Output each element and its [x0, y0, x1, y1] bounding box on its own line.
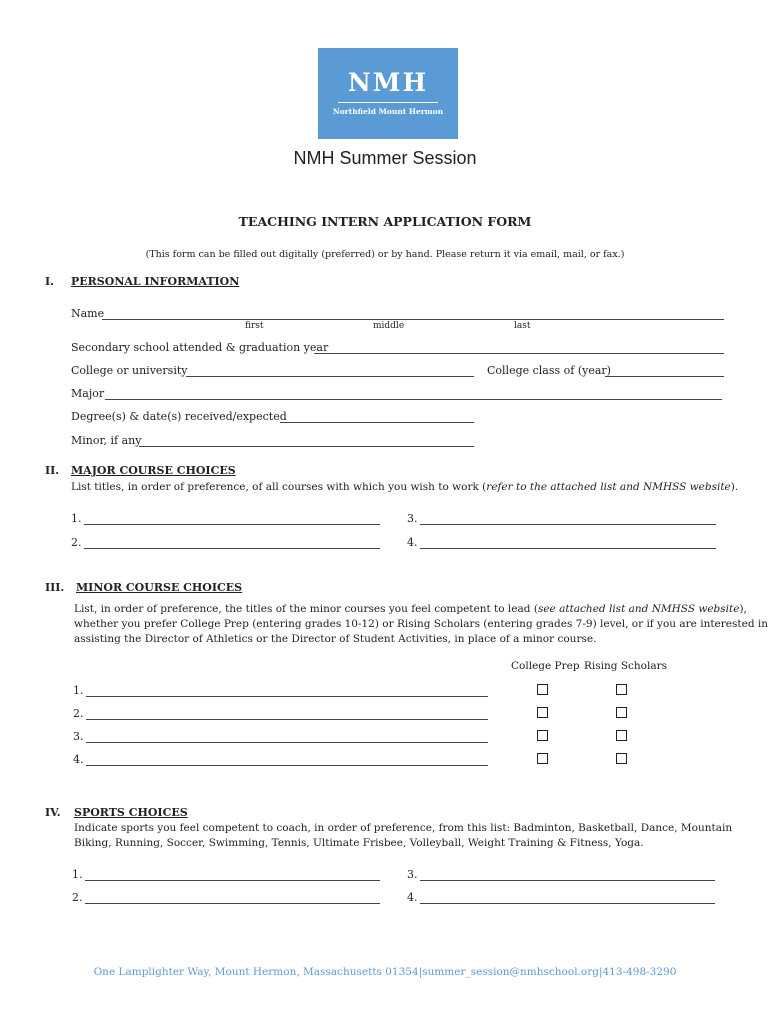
logo-divider	[338, 102, 438, 103]
section-2-title: MAJOR COURSE CHOICES	[71, 464, 236, 477]
minor-label: Minor, if any	[71, 434, 142, 447]
major-field[interactable]	[105, 399, 722, 400]
form-note: (This form can be filled out digitally (preferred) or by hand. Please return it via email, mail, or fax.)	[145, 249, 625, 260]
minor-2-rising-scholars-checkbox[interactable]	[616, 707, 627, 718]
section-2-number: II.	[45, 464, 60, 477]
minor-choices-line-3: assisting the Director of Athletics or the Director of Student Activities, in place of a minor course.	[74, 633, 597, 645]
sports-choice-1-label: 1.	[72, 868, 83, 881]
minor-choice-3-field[interactable]	[86, 742, 488, 743]
minor-choice-2-field[interactable]	[86, 719, 488, 720]
logo-subtitle: Northfield Mount Hermon	[332, 107, 444, 116]
major-choice-1-label: 1.	[71, 512, 82, 525]
college-field[interactable]	[186, 376, 474, 377]
major-choice-2-field[interactable]	[84, 548, 380, 549]
college-label: College or university	[71, 364, 188, 377]
session-title: NMH Summer Session	[293, 148, 477, 168]
major-choice-3-label: 3.	[407, 512, 418, 525]
logo-wordmark: NMH	[347, 68, 429, 97]
college-class-field[interactable]	[605, 376, 724, 377]
college-prep-column-header: College Prep	[511, 660, 580, 672]
sports-choice-4-label: 4.	[407, 891, 418, 904]
minor-4-rising-scholars-checkbox[interactable]	[616, 753, 627, 764]
form-title: TEACHING INTERN APPLICATION FORM	[238, 214, 532, 229]
minor-field[interactable]	[139, 446, 474, 447]
name-middle-hint: middle	[373, 321, 405, 331]
college-class-label: College class of (year)	[487, 364, 611, 377]
section-4-number: IV.	[45, 806, 61, 819]
minor-4-college-prep-checkbox[interactable]	[537, 753, 548, 764]
degree-field[interactable]	[280, 422, 474, 423]
secondary-school-label: Secondary school attended & graduation year	[71, 341, 329, 354]
section-1-title: PERSONAL INFORMATION	[71, 275, 240, 288]
major-choice-4-label: 4.	[407, 536, 418, 549]
nmh-logo	[318, 48, 458, 139]
sports-choices-line-2: Biking, Running, Soccer, Swimming, Tennis, Ultimate Frisbee, Volleyball, Weight Training & Fitness, Yoga.	[74, 837, 644, 849]
section-1-number: I.	[45, 275, 54, 288]
minor-choice-1-field[interactable]	[86, 696, 488, 697]
minor-3-college-prep-checkbox[interactable]	[537, 730, 548, 741]
footer-contact: One Lamplighter Way, Mount Hermon, Massachusetts 01354|summer_session@nmhschool.org|413-498-3290	[93, 966, 677, 978]
name-first-hint: first	[245, 321, 264, 331]
degree-label: Degree(s) & date(s) received/expected	[71, 410, 287, 423]
minor-choice-3-label: 3.	[73, 730, 84, 743]
rising-scholars-column-header: Rising Scholars	[584, 660, 668, 672]
name-field[interactable]	[102, 319, 724, 320]
section-3-title: MINOR COURSE CHOICES	[76, 581, 243, 594]
minor-choice-4-label: 4.	[73, 753, 84, 766]
sports-choice-1-field[interactable]	[85, 880, 380, 881]
minor-choices-line-1: List, in order of preference, the titles of the minor courses you feel competent to lead (see attached list and NMHSS website),	[74, 603, 747, 615]
sports-choice-2-field[interactable]	[85, 903, 380, 904]
major-choice-2-label: 2.	[71, 536, 82, 549]
sports-choice-3-label: 3.	[407, 868, 418, 881]
sports-choice-3-field[interactable]	[420, 880, 715, 881]
minor-choice-4-field[interactable]	[86, 765, 488, 766]
sports-choice-2-label: 2.	[72, 891, 83, 904]
minor-3-rising-scholars-checkbox[interactable]	[616, 730, 627, 741]
section-3-number: III.	[45, 581, 65, 594]
sports-choice-4-field[interactable]	[420, 903, 715, 904]
minor-1-college-prep-checkbox[interactable]	[537, 684, 548, 695]
minor-2-college-prep-checkbox[interactable]	[537, 707, 548, 718]
minor-1-rising-scholars-checkbox[interactable]	[616, 684, 627, 695]
minor-choices-line-2: whether you prefer College Prep (entering grades 10-12) or Rising Scholars (entering grades 7-9) level, or if you are interested in	[74, 618, 768, 630]
major-choice-4-field[interactable]	[420, 548, 716, 549]
sports-choices-line-1: Indicate sports you feel competent to coach, in order of preference, from this list: Badminton, Basketball, Dance, Mountain	[74, 822, 733, 834]
major-choice-1-field[interactable]	[84, 524, 380, 525]
major-label: Major	[71, 387, 105, 400]
minor-choice-2-label: 2.	[73, 707, 84, 720]
name-label: Name	[71, 307, 105, 320]
major-choices-intro: List titles, in order of preference, of all courses with which you wish to work (refer to the attached list and NMHSS website).	[71, 481, 739, 493]
major-choice-3-field[interactable]	[420, 524, 716, 525]
minor-choice-1-label: 1.	[73, 684, 84, 697]
section-4-title: SPORTS CHOICES	[74, 806, 188, 819]
name-last-hint: last	[514, 321, 531, 331]
secondary-school-field[interactable]	[314, 353, 724, 354]
